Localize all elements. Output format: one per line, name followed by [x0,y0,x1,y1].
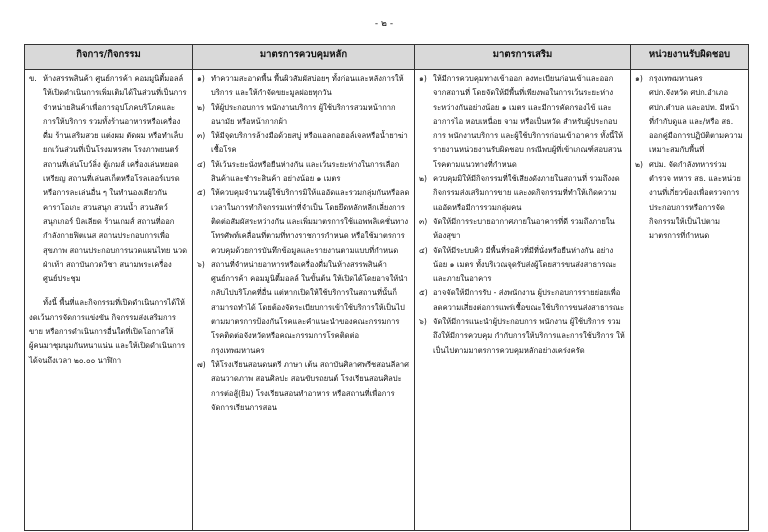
item-number: ๕) [419,288,428,298]
extra-measure-item [419,315,626,358]
extra-measure-item [419,286,626,315]
item-text: ให้ผู้ประกอบการ พนักงานบริการ ผู้ใช้บริการสวมหน้ากากอนามัย หรือหน้ากากผ้า [211,102,396,126]
header-extra-measures: มาตรการเสริม [415,45,631,70]
item-number: ๓) [419,216,428,226]
item-number: ๕) [197,188,206,198]
item-text: สถานที่จำหน่ายอาหารหรือเครื่องดื่มในห้างสรรพสินค้า ศูนย์การค้า คอมมูนิตี้มอลล์ ในขั้นต้น ให้เปิดได้โดยอาจให้นำกลับไปบริโภคที่อื่น แต่หากเปิดให้ใช้บริการในสถานที่นั้นก็สามารถทำได้ โดยต้องจัดระเบียบการเข้าใช้บริการให้เป็นไปตามมาตรการป้องกันโรคและคำแนะนำของคณะกรรมการโรคติดต่อจังหวัดหรือคณะกรรมการโรคติดต่อกรุงเทพมหานคร [211,259,408,355]
main-measure-item [197,186,410,257]
main-measure-item [197,101,410,130]
main-measure-item [197,258,410,358]
main-measure-item [197,72,410,101]
item-number: ๗) [197,359,206,369]
extra-measure-item [419,244,626,287]
activity-label: ข. [29,74,37,83]
item-number: ๓) [197,131,206,141]
item-text: ให้โรงเรียนสอนดนตรี ภาษา เต้น สถาบันศิลาศพรีชสอนลีลาศ สอนวาดภาพ สอนศิลปะ สอนขับรถยนต์ โรงเรียนสอนศิลปะการต่อสู้(ยิม) โรงเรียนสอนทำอาหาร หรือสถานที่เพื่อการจัดการเรียนการสอน [211,359,409,412]
agencies-cell [631,70,749,531]
item-text: ให้ควบคุมจำนวนผู้ใช้บริการมิให้แออัดและรวมกลุ่มกันหรือลดเวลาในการทำกิจกรรมเท่าที่จำเป็น โดยยึดหลักหลีกเลี่ยงการติดต่อสัมผัสระหว่างกัน และเพิ่มมาตรการใช้แอพพลิเคชั่นทางโทรศัพท์เคลื่อนที่ตามที่ทางราชการกำหนด หรือใช้มาตรการควบคุมด้วยการบันทึกข้อมูลและรายงานตามแบบที่กำหนด [211,188,410,255]
item-number: ๑) [635,74,643,83]
activity-cell [25,70,193,531]
extra-measure-item [419,215,626,244]
main-measure-item [197,358,410,415]
page-number: - ๒ - [374,19,394,29]
item-text: ทำความสะอาดพื้น พื้นผิวสัมผัสบ่อยๆ ทั้งก่อนและหลังการให้บริการ และให้กำจัดขยะมูลฝอยทุกวัน [211,74,404,98]
item-number: ๒) [635,159,643,169]
table-row [25,70,749,531]
agency-item [635,72,744,158]
item-text: จัดให้มีการแนะนำผู้ประกอบการ พนักงาน ผู้ใช้บริการ รวมถึงให้มีการควบคุม กำกับการให้บริการและการใช้บริการ ให้เป็นไปตามมาตรการควบคุมหลักอย่างเคร่งครัด [433,317,625,355]
item-text: ให้เว้นระยะนั่งหรือยืนห่างกัน และเว้นระยะห่างในการเลือกสินค้าและชำระสินค้า อย่างน้อย ๑ เมตร [211,159,400,184]
item-text: กรุงเทพมหานคร ศปก.จังหวัด ศปก.อำเภอ ศปก.ตำบล และอปท. มีหน้าที่กำกับดูแล และ/หรือ สธ. ออกคู่มือการปฏิบัติตามความเหมาะสมกับพื้นที่ [649,74,743,155]
item-number: ๑) [419,74,427,83]
item-number: ๖) [197,259,205,269]
item-text: จัดให้มีระบบคิว มีพื้นที่รอคิวที่มีที่นั่งหรือยืนห่างกัน อย่างน้อย ๑ เมตร ทั้งบริเวณจุดรับส่งผู้โดยสารขนส่งสาธารณะ และภายในอาคาร [433,245,617,284]
activity-extra-text: ทั้งนี้ พื้นที่และกิจกรรมที่เปิดดำเนินการได้ให้งดเว้นการจัดการแข่งขัน กิจกรรมส่งเสริมการขาย หรือการดำเนินการอื่นใดที่เปิดโอกาสให้ผู้คนมาชุมนุมกันหนาแน่น และให้เปิดดำเนินการได้จนถึงเวลา ๒๐.๐๐ นาฬิกา [29,298,186,365]
main-measures-cell [193,70,415,531]
item-number: ๒) [419,174,427,184]
header-main-measures: มาตรการควบคุมหลัก [193,45,415,70]
header-agencies: หน่วยงานรับผิดชอบ [631,45,749,70]
item-text: ควบคุมมิให้มีกิจกรรมที่ใช้เสียงดังภายในสถานที่ รวมถึงงดกิจกรรมส่งเสริมการขาย และงดกิจกรรมที่ทำให้เกิดความแออัดหรือมีการรวมกลุ่มคน [433,174,620,212]
agency-item [635,158,744,244]
extra-measure-item [419,72,626,172]
item-text: ให้มีจุดบริการล้างมือด้วยสบู่ หรือแอลกอฮอล์เจลหรือน้ำยาฆ่าเชื้อโรค [211,131,408,155]
item-number: ๔) [197,159,206,169]
item-text: อาจจัดให้มีการรับ - ส่งพนักงาน ผู้ประกอบการรายย่อยเพื่อลดความเสี่ยงต่อการแพร่เชื้อขณะใช้บริการขนส่งสาธารณะ [433,288,625,312]
item-number: ๒) [197,102,205,112]
item-text: ศปม. จัดกำลังทหารร่วม ตำรวจ ทหาร สธ. และหน่วยงานที่เกี่ยวข้องเพื่อตรวจการประกอบการหรือการจัดกิจกรรมให้เป็นไปตามมาตรการที่กำหนด [649,159,741,241]
main-measure-item [197,129,410,158]
table-header-row [25,45,749,70]
item-text: จัดให้มีการระบายอากาศภายในอาคารที่ดี รวมถึงภายในห้องสุขา [433,216,615,241]
item-text: ให้มีการควบคุมทางเข้าออก ลงทะเบียนก่อนเข้าและออกจากสถานที่ โดยจัดให้มีพื้นที่เพียงพอในการเว้นระยะห่างระหว่างกันอย่างน้อย ๑ เมตร และมีการคัดกรองไข้ และอาการไอ หอบเหนื่อย จาม หรือเป็นหวัด สำหรับผู้ประกอบการ พนักงานบริการ และผู้ใช้บริการก่อนเข้าอาคาร ทั้งนี้ให้รายงานหน่วยงานรับผิดชอบ กรณีพบผู้ที่เข้าเกณฑ์สอบสวนโรคตามแนวทางที่กำหนด [433,74,624,169]
item-number: ๖) [419,317,427,327]
extra-measure-item [419,172,626,215]
activity-text: ห้างสรรพสินค้า ศูนย์การค้า คอมมูนิตี้มอลล์ ให้เปิดดำเนินการเพิ่มเติมได้ในส่วนที่เป็นการจำหน่ายสินค้าเพื่อการอุปโภคบริโภคและการให้บริการ รวมทั้งร้านอาหารหรือเครื่องดื่ม ร้านเสริมสวย แต่งผม ตัดผม หรือทำเล็บ ยกเว้นส่วนที่เป็นโรงมหรสพ โรงภาพยนตร์ สถานที่เล่นโบว์ลิ่ง ตู้เกมส์ เครื่องเล่นหยอดเหรียญ สถานที่เล่นสเก็ตหรือโรลเลอร์เบรด หรือการละเล่นอื่น ๆ ในทำนองเดียวกัน คาราโอเกะ สวนสนุก สวนน้ำ สวนสัตว์ สนุกเกอร์ บิลเลียด ร้านเกมส์ สถานที่ออกกำลังกายฟิตเนส สถานประกอบการเพื่อสุขภาพ สถานประกอบการนวดแผนไทย นวดฝ่าเท้า สถาบันกวดวิชา สนามพระเครื่อง ศูนย์ประชุม [43,74,188,284]
item-number: ๔) [419,245,428,255]
header-activity: กิจการ/กิจกรรม [25,45,193,70]
extra-measures-cell [415,70,631,531]
activity-item [29,72,188,286]
main-measure-item [197,158,410,187]
measures-table [24,44,749,531]
item-number: ๑) [197,74,205,83]
